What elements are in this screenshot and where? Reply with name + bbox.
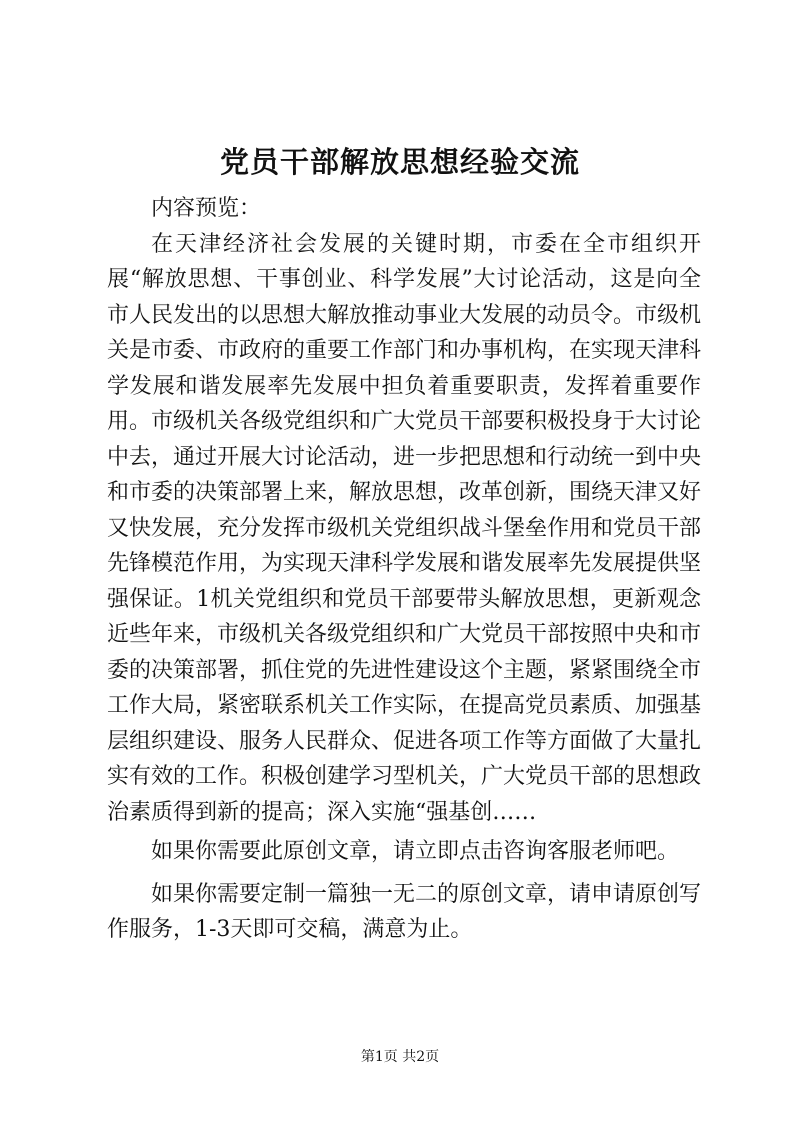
preview-label: 内容预览： — [151, 196, 262, 221]
paragraph-consult: 如果你需要此原创文章，请立即点击咨询客服老师吧。 — [151, 839, 680, 864]
document-title: 党员干部解放思想经验交流 — [219, 145, 580, 179]
paragraph-custom: 如果你需要定制一篇独一无二的原创文章，请申请原创写作服务，1-3天即可交稿，满意为止。 — [107, 881, 702, 942]
page-indicator: 第1页 共2页 — [360, 1049, 440, 1065]
document-body — [107, 191, 701, 948]
paragraph-main: 在天津经济社会发展的关键时期，市委在全市组织开展“解放思想、干事创业、科学发展”大讨论活动，这是向全市人民发出的以思想大解放推动事业大发展的动员令。市级机关是市委、市政府的重要工作部门和办事机构，在实现天津科学发展和谐发展率先发展中担负着重要职责，发挥着重要作用。市级机关各级党组织和广大党员干部要积极投身于大讨论中去，通过开展大讨论活动，进一步把思想和行动统一到中央和市委的决策部署上来，解放思想，改革创新，围绕天津又好又快发展，充分发挥市级机关党组织战斗堡垒作用和党员干部先锋模范作用，为实现天津科学发展和谐发展率先发展提供坚强保证。1机关党组织和党员干部要带头解放思想，更新观念近些年来，市级机关各级党组织和广大党员干部按照中央和市委的决策部署，抓住党的先进性建设这个主题，紧紧围绕全市工作大局，紧密联系机关工作实际，在提高党员素质、加强基层组织建设、服务人民群众、促进各项工作等方面做了大量扎实有效的工作。积极创建学习型机关，广大党员干部的思想政治素质得到新的提高；深入实施“强基创…… — [107, 231, 702, 825]
